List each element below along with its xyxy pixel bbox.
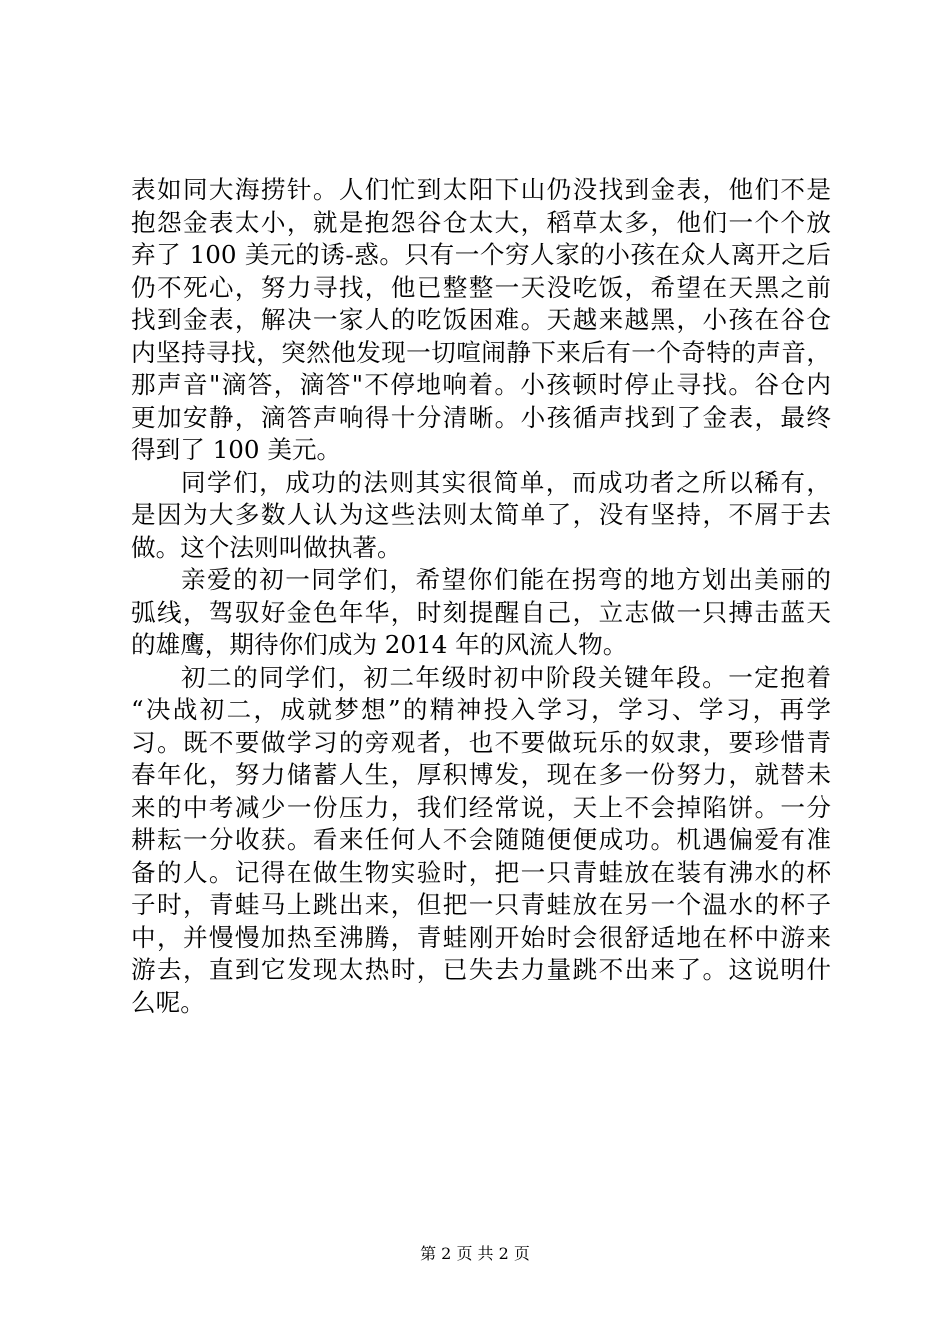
text-line: 中，并慢慢加热至沸腾，青蛙刚开始时会很舒适地在杯中游来 [131,922,831,952]
text-line: 仍不死心，努力寻找，他已整整一天没吃饭，希望在天黑之前 [131,272,831,302]
text-line: 抱怨金表太小，就是抱怨谷仓太大，稻草太多，他们一个个放 [131,207,831,237]
text-line: 的雄鹰，期待你们成为 2014 年的风流人物。 [131,630,628,659]
text-line: 那声音"滴答，滴答"不停地响着。小孩顿时停止寻找。谷仓内 [131,370,831,399]
text-line: 初二的同学们，初二年级时初中阶段关键年段。一定抱着 [181,662,831,692]
text-line: 做。这个法则叫做执著。 [131,532,402,562]
text-line: 表如同大海捞针。人们忙到太阳下山仍没找到金表，他们不是 [131,175,831,204]
text-line: 弃了 100 美元的诱-惑。只有一个穷人家的小孩在众人离开之后 [131,240,831,269]
text-line: 来的中考减少一份压力，我们经常说，天上不会掉陷饼。一分 [131,792,831,822]
text-line: 更加安静，滴答声响得十分清晰。小孩循声找到了金表，最终 [131,402,831,432]
text-line: 弧线，驾驭好金色年华，时刻提醒自己，立志做一只搏击蓝天 [131,597,831,627]
text-line: 习。既不要做学习的旁观者，也不要做玩乐的奴隶，要珍惜青 [131,727,831,757]
text-line: 找到金表，解决一家人的吃饭困难。天越来越黑，小孩在谷仓 [131,305,831,334]
page-footer [0,1244,950,1264]
text-line: 么呢。 [131,987,205,1017]
text-line: 得到了 100 美元。 [131,435,342,464]
text-line: 游去，直到它发现太热时，已失去力量跳不出来了。这说明什 [131,955,831,984]
text-line: 同学们，成功的法则其实很简单，而成功者之所以稀有， [181,467,831,497]
text-line: 备的人。记得在做生物实验时，把一只青蛙放在装有沸水的杯 [131,857,831,887]
text-line: 内坚持寻找，突然他发现一切喧闹静下来后有一个奇特的声音， [131,337,831,367]
document-body [131,174,831,1019]
text-line: “决战初二，成就梦想”的精神投入学习，学习、学习，再学 [131,695,831,724]
text-line: 亲爱的初一同学们，希望你们能在拐弯的地方划出美丽的 [181,565,831,594]
text-line: 春年化，努力储蓄人生，厚积博发，现在多一份努力，就替未 [131,760,831,789]
text-line: 是因为大多数人认为这些法则太简单了，没有坚持，不屑于去 [131,500,831,529]
page-number-label: 第 2 页 共 2 页 [420,1244,530,1263]
text-line: 子时，青蛙马上跳出来，但把一只青蛙放在另一个温水的杯子 [131,890,831,919]
text-line: 耕耘一分收获。看来任何人不会随随便便成功。机遇偏爱有准 [131,825,831,854]
